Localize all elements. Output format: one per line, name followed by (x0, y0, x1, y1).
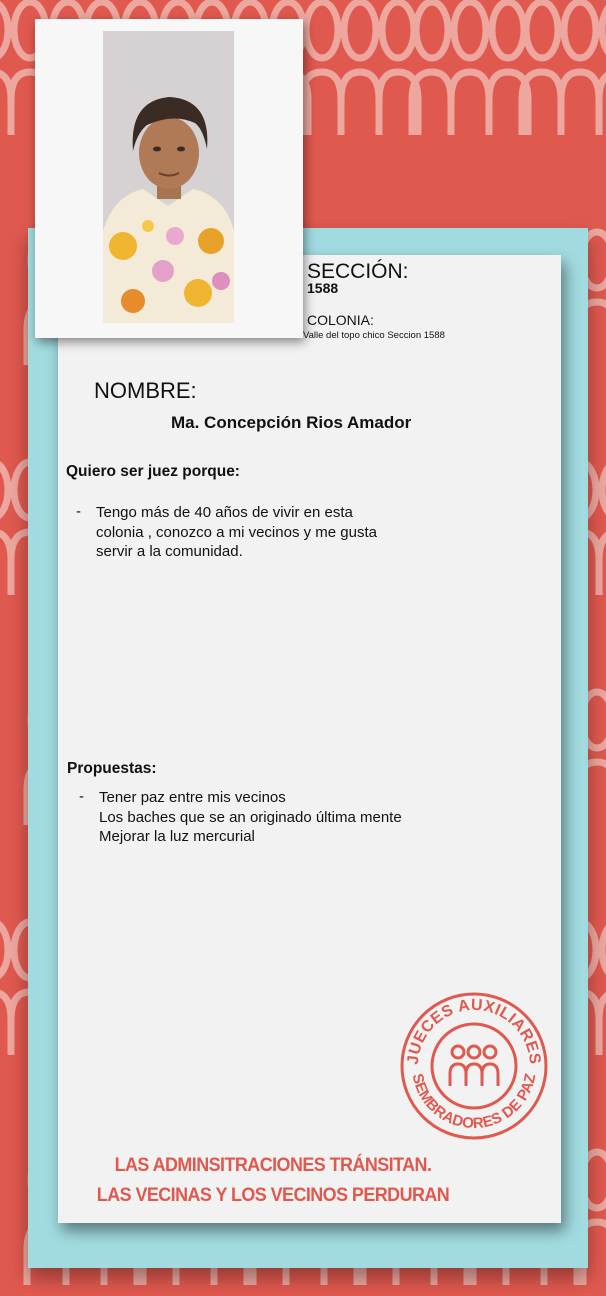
seal-bottom-text: SEMBRADORES DE PAZ (408, 1072, 540, 1133)
pattern-figure (302, 72, 418, 135)
seccion-value: 1588 (307, 280, 339, 296)
photo-frame (35, 19, 303, 338)
proposal-line: Tener paz entre mis vecinos (99, 789, 286, 806)
reason-bullet: - (76, 503, 81, 520)
candidate-photo (103, 31, 234, 323)
proposals-heading: Propuestas: (67, 760, 157, 777)
reason-heading: Quiero ser juez porque: (66, 463, 240, 480)
reason-line: colonia , conozco a mi vecinos y me gusta (96, 523, 377, 541)
nombre-label: NOMBRE: (94, 378, 197, 403)
nombre-value: Ma. Concepción Rios Amador (171, 413, 412, 432)
proposals-bullet: - (79, 788, 84, 805)
proposal-line: Mejorar la luz mercurial (99, 828, 255, 845)
people-icon (450, 1046, 498, 1086)
colonia-value: Valle del topo chico Seccion 1588 (303, 330, 445, 341)
slogan-line-1: LAS ADMINSITRACIONES TRÁNSITAN. (114, 1154, 432, 1176)
pattern-figure (522, 72, 606, 135)
seal-top-text: JUECES AUXILIARES (404, 996, 544, 1066)
reason-line: servir a la comunidad. (96, 543, 243, 560)
proposals-text (99, 788, 402, 847)
reason-text (96, 503, 377, 562)
jueces-auxiliares-seal (398, 990, 550, 1142)
proposal-line: Los baches que se an originado última mente (99, 808, 402, 826)
svg-text:JUECES AUXILIARES (405, 997, 543, 1066)
reason-line: Tengo más de 40 años de vivir en esta (96, 504, 353, 521)
seccion-label: SECCIÓN: (307, 260, 409, 283)
pattern-figure (412, 72, 528, 135)
colonia-label: COLONIA: (307, 312, 374, 328)
slogan-line-2: LAS VECINAS Y LOS VECINOS PERDURAN (96, 1184, 450, 1206)
